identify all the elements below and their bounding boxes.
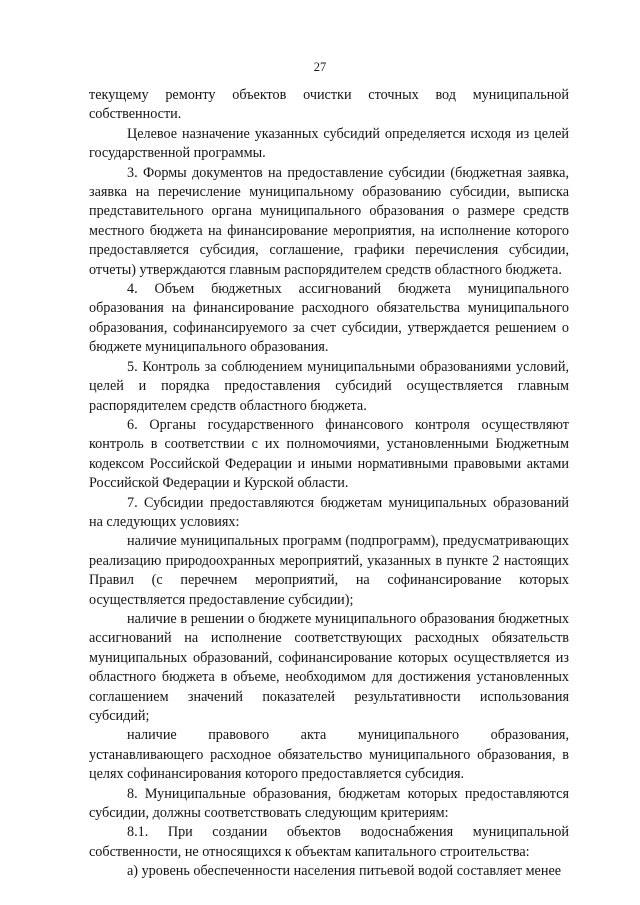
condition-programs: наличие муниципальных программ (подпрограмм), предусматривающих реализацию природоохранных мероприятий, указанных в пункте 2 настоящих Правил (с перечнем мероприятий, на софинансирование которых осуществляется предоставление субсидии); bbox=[89, 533, 569, 608]
paragraph-4-budget-allocation: 4. Объем бюджетных ассигнований бюджета муниципального образования на финансирование расходного обязательства муниципального образования, софинансируемого за счет субсидии, утверждается решением о бюджете муниципального образования. bbox=[89, 281, 569, 356]
paragraph-3-document-forms: 3. Формы документов на предоставление субсидии (бюджетная заявка, заявка на перечисление муниципальному образованию субсидии, выписка представительного органа муниципального образования о размере средств местного бюджета на финансирование мероприятия, на исполнение которого предоставляется субсидия, соглашение, графики перечисления субсидии, отчеты) утверждаются главным распорядителем средств областного бюджета. bbox=[89, 164, 569, 278]
document-body bbox=[89, 86, 569, 882]
paragraph-8-criteria: 8. Муниципальные образования, бюджетам которых предоставляются субсидии, должны соответствовать следующим критериям: bbox=[89, 785, 569, 822]
condition-legal-act: наличие правового акта муниципального образования, устанавливающего расходное обязательство муниципального образования, в целях софинансирования которого предоставляется субсидия. bbox=[89, 727, 569, 783]
criterion-a-water-provision: а) уровень обеспеченности населения питьевой водой составляет менее bbox=[127, 863, 562, 880]
paragraph-5-control: 5. Контроль за соблюдением муниципальными образованиями условий, целей и порядка предоставления субсидий осуществляется главным распорядителем средств областного бюджета. bbox=[89, 358, 569, 414]
paragraph-8-1-water-supply: 8.1. При создании объектов водоснабжения муниципальной собственности, не относящихся к объектам капитального строительства: bbox=[89, 824, 569, 860]
paragraph-6-financial-control: 6. Органы государственного финансового контроля осуществляют контроль в соответствии с их полномочиями, установленными Бюджетным кодексом Российской Федерации и иными нормативными правовыми актами Российской Федерации и Курской области. bbox=[89, 416, 569, 492]
paragraph-purpose: Целевое назначение указанных субсидий определяется исходя из целей государственной программы. bbox=[89, 125, 569, 162]
paragraph-continuation: текущему ремонту объектов очистки сточных вод муниципальной собственности. bbox=[89, 87, 569, 123]
condition-budget-allocations: наличие в решении о бюджете муниципального образования бюджетных ассигнований на исполнение соответствующих расходных обязательств муниципальных образований, софинансирование которых осуществляется из областного бюджета в объеме, необходимом для достижения установленных соглашением значений показателей результативности использования субсидий; bbox=[89, 610, 569, 724]
paragraph-7-conditions: 7. Субсидии предоставляются бюджетам муниципальных образований на следующих условиях: bbox=[89, 494, 569, 530]
page-number: 27 bbox=[313, 60, 327, 74]
